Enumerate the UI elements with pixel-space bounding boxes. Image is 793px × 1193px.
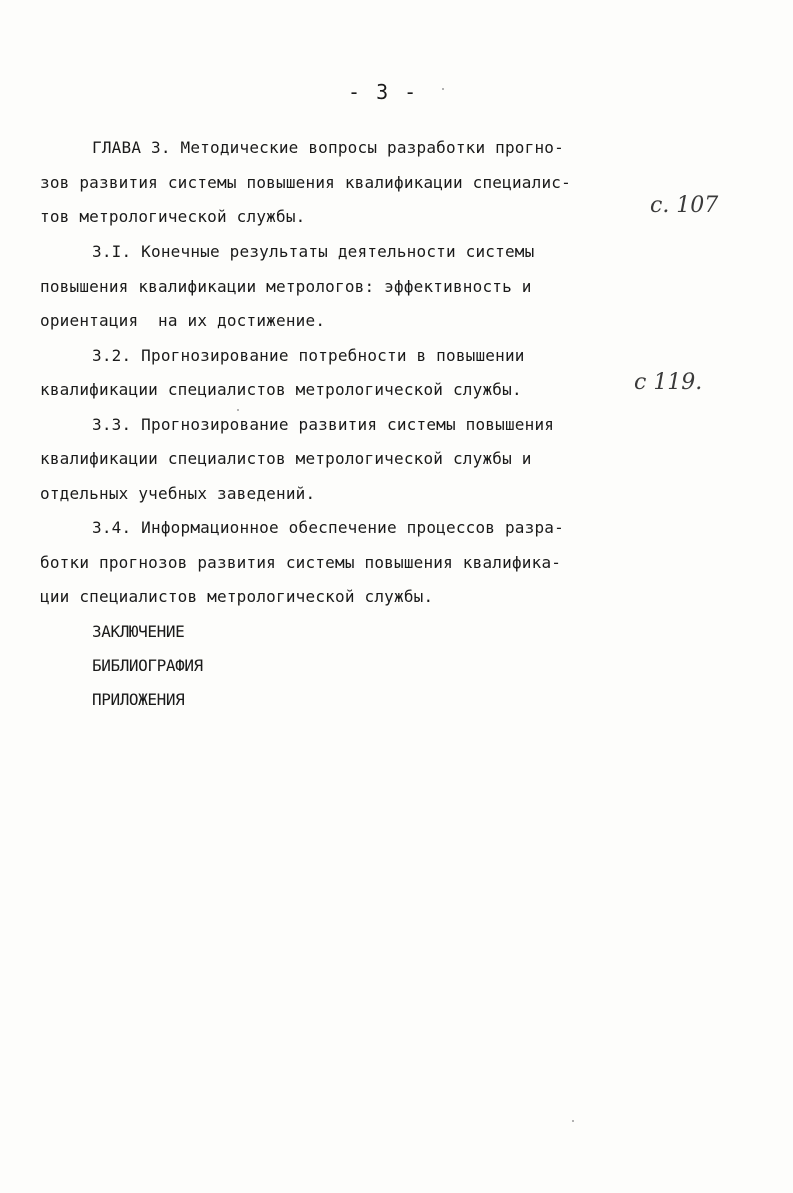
section-3-2-line-2: квалификации специалистов метрологической службы. [40, 380, 522, 399]
section-3-2-line-1: 3.2. Прогнозирование потребности в повышении [92, 346, 525, 365]
section-3-4-line-1: 3.4. Информационное обеспечение процессов разра- [92, 518, 564, 537]
scan-speck [442, 88, 444, 90]
section-3-1-line-1: 3.I. Конечные результаты деятельности системы [92, 242, 535, 261]
chapter-title-line-1: ГЛАВА 3. Методические вопросы разработки прогно- [92, 138, 564, 157]
chapter-title-line-3: тов метрологической службы. [40, 207, 306, 226]
section-3-3-line-2: квалификации специалистов метрологической службы и [40, 449, 532, 468]
section-3-4-line-3: ции специалистов метрологической службы. [40, 587, 434, 606]
page-number: - 3 - [348, 80, 419, 104]
section-3-3-line-1: 3.3. Прогнозирование развития системы повышения [92, 415, 555, 434]
margin-note-page-119: с 119. [634, 370, 703, 395]
conclusion-heading: ЗАКЛЮЧЕНИЕ [92, 622, 185, 641]
chapter-title-line-2: зов развития системы повышения квалификации специалис- [40, 173, 571, 192]
section-3-3-line-3: отдельных учебных заведений. [40, 484, 316, 503]
scan-speck [237, 409, 239, 411]
margin-note-page-107: с. 107 [650, 193, 719, 218]
appendices-heading: ПРИЛОЖЕНИЯ [92, 690, 185, 709]
section-3-1-line-3: ориентация на их достижение. [40, 311, 326, 330]
bibliography-heading: БИБЛИОГРАФИЯ [92, 656, 203, 675]
section-3-1-line-2: повышения квалификации метрологов: эффективность и [40, 277, 532, 296]
section-3-4-line-2: ботки прогнозов развития системы повышения квалифика- [40, 553, 562, 572]
scan-speck [572, 1120, 574, 1122]
